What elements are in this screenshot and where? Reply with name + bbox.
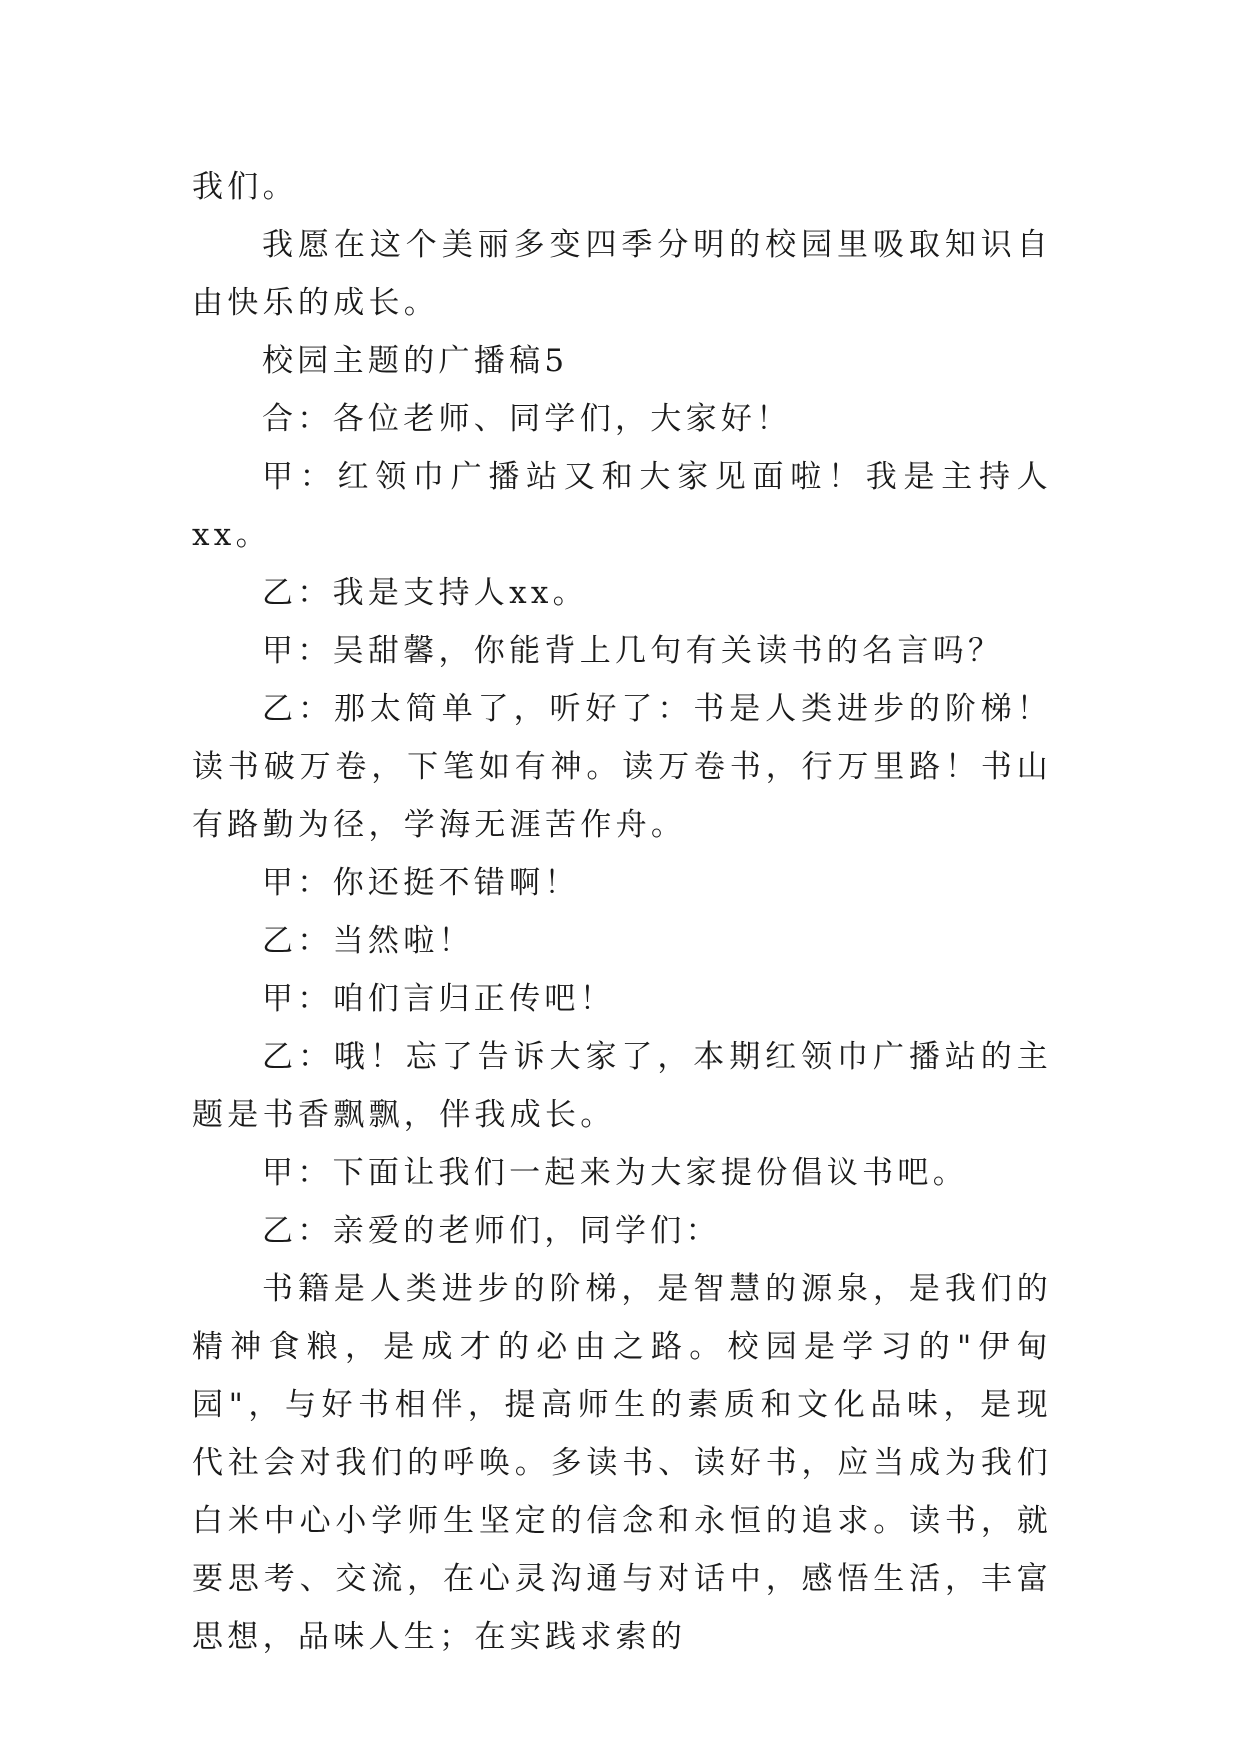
document-page bbox=[192, 158, 1052, 1666]
dialogue-line: 乙：那太简单了，听好了：书是人类进步的阶梯！读书破万卷，下笔如有神。读万卷书，行万里路！书山有路勤为径，学海无涯苦作舟。 bbox=[192, 691, 1052, 843]
dialogue-line: 合：各位老师、同学们，大家好！ bbox=[262, 401, 792, 437]
dialogue-line: 甲：你还挺不错啊！ bbox=[262, 865, 580, 901]
paragraph: 书籍是人类进步的阶梯，是智慧的源泉，是我们的精神食粮，是成才的必由之路。校园是学习的"伊甸园"，与好书相伴，提高师生的素质和文化品味，是现代社会对我们的呼唤。多读书、读好书，应当成为我们白米中心小学师生坚定的信念和永恒的追求。读书，就要思考、交流，在心灵沟通与对话中，感悟生活，丰富思想，品味人生；在实践求索的 bbox=[192, 1271, 1052, 1655]
dialogue-line: 乙：哦！忘了告诉大家了，本期红领巾广播站的主题是书香飘飘，伴我成长。 bbox=[192, 1039, 1052, 1133]
paragraph: 我愿在这个美丽多变四季分明的校园里吸取知识自由快乐的成长。 bbox=[192, 227, 1052, 321]
dialogue-line: 甲：下面让我们一起来为大家提份倡议书吧。 bbox=[262, 1155, 968, 1191]
dialogue-line: 甲：红领巾广播站又和大家见面啦！我是主持人xx。 bbox=[192, 459, 1052, 553]
dialogue-line: 乙：我是支持人xx。 bbox=[262, 575, 588, 611]
dialogue-line: 乙：当然啦！ bbox=[262, 923, 474, 959]
dialogue-line: 甲：吴甜馨，你能背上几句有关读书的名言吗？ bbox=[262, 633, 1004, 669]
dialogue-line: 乙：亲爱的老师们，同学们： bbox=[262, 1213, 721, 1249]
paragraph: 我们。 bbox=[192, 169, 298, 205]
dialogue-line: 甲：咱们言归正传吧！ bbox=[262, 981, 615, 1017]
section-heading: 校园主题的广播稿5 bbox=[262, 343, 569, 379]
